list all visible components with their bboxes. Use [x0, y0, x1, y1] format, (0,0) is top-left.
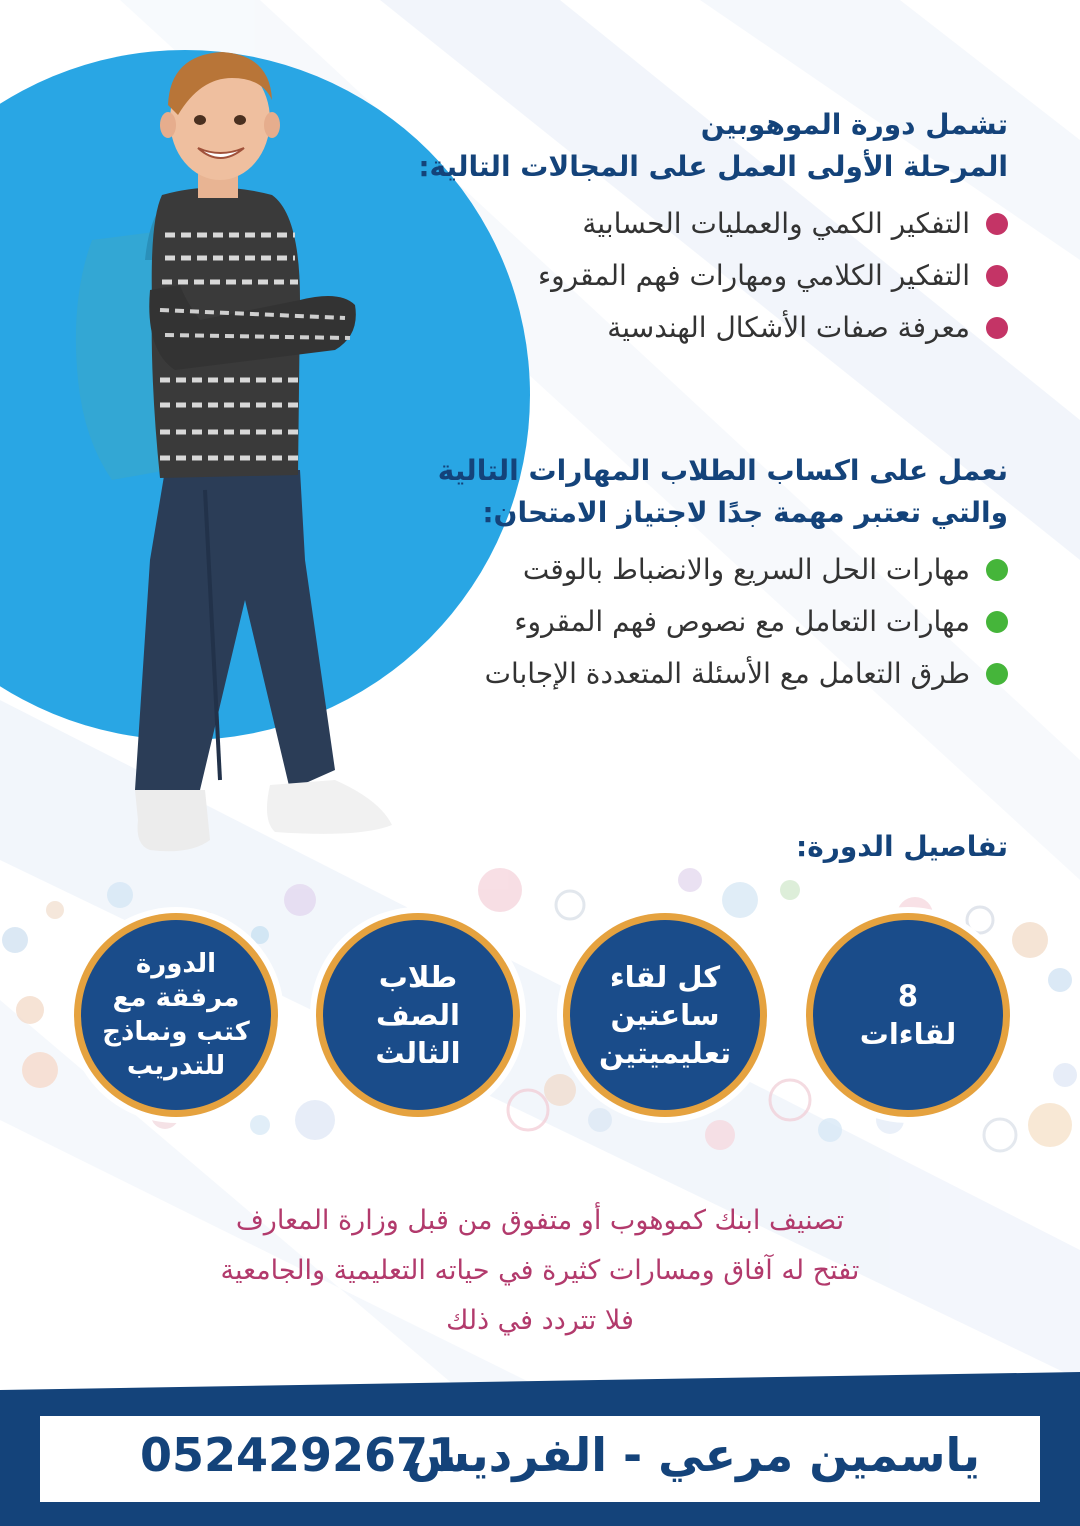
circle-line: للتدريب [126, 1051, 226, 1081]
circle-line: الدورة [135, 949, 217, 979]
list-item: مهارات التعامل مع نصوص فهم المقروء [348, 596, 1008, 648]
detail-circle-sessions [823, 930, 993, 1100]
circle-line: مرفقة مع [112, 983, 240, 1013]
detail-circle-duration [580, 930, 750, 1100]
bullet-dot-icon [986, 213, 1008, 235]
circle-line: كل لقاء [609, 960, 721, 994]
circle-line: ساعتين [610, 998, 720, 1032]
footer-line3: فلا تتردد في ذلك [446, 1305, 634, 1336]
footer-message [90, 1196, 990, 1346]
circle-line: تعليميتين [599, 1036, 731, 1070]
list-item: مهارات الحل السريع والانضباط بالوقت [348, 544, 1008, 596]
detail-circle-materials [91, 930, 261, 1100]
section2 [348, 450, 1008, 700]
circle-line: 8 [897, 979, 919, 1013]
list-item: التفكير الكلامي ومهارات فهم المقروء [388, 250, 1008, 302]
bullet-dot-icon [986, 559, 1008, 581]
circle-line: لقاءات [859, 1017, 957, 1051]
circle-line: الثالث [375, 1036, 461, 1070]
section2-heading-line1: نعمل على اكساب الطلاب المهارات التالية [437, 454, 1008, 487]
bullet-dot-icon [986, 611, 1008, 633]
section2-heading-line2: والتي تعتبر مهمة جدًا لاجتياز الامتحان: [482, 496, 1008, 529]
section1 [388, 104, 1008, 354]
list-item: معرفة صفات الأشكال الهندسية [388, 302, 1008, 354]
list-item: التفكير الكمي والعمليات الحسابية [388, 198, 1008, 250]
bullet-dot-icon [986, 663, 1008, 685]
bullet-dot-icon [986, 265, 1008, 287]
circle-line: كتب ونماذج [102, 1017, 250, 1047]
footer-line1: تصنيف ابنك كموهوب أو متفوق من قبل وزارة المعارف [235, 1205, 845, 1236]
detail-circle-grade [333, 930, 503, 1100]
details-title: تفاصيل الدورة: [796, 830, 1008, 863]
section2-list [348, 544, 1008, 700]
bullet-dot-icon [986, 317, 1008, 339]
contact-phone[interactable]: 0524292671 [140, 1428, 461, 1482]
section1-heading-line2: المرحلة الأولى العمل على المجالات التالية: [418, 150, 1008, 183]
list-item: طرق التعامل مع الأسئلة المتعددة الإجابات [348, 648, 1008, 700]
circle-line: الصف [376, 998, 460, 1032]
circle-line: طلاب [378, 960, 458, 994]
section1-list [388, 198, 1008, 354]
footer-line2: تفتح له آفاق ومسارات كثيرة في حياته التعليمية والجامعية [220, 1255, 860, 1286]
left-shoe [135, 790, 210, 851]
contact-name: ياسمين مرعي - الفرديس [406, 1428, 980, 1482]
section1-heading-line1: تشمل دورة الموهوبين [700, 108, 1008, 141]
